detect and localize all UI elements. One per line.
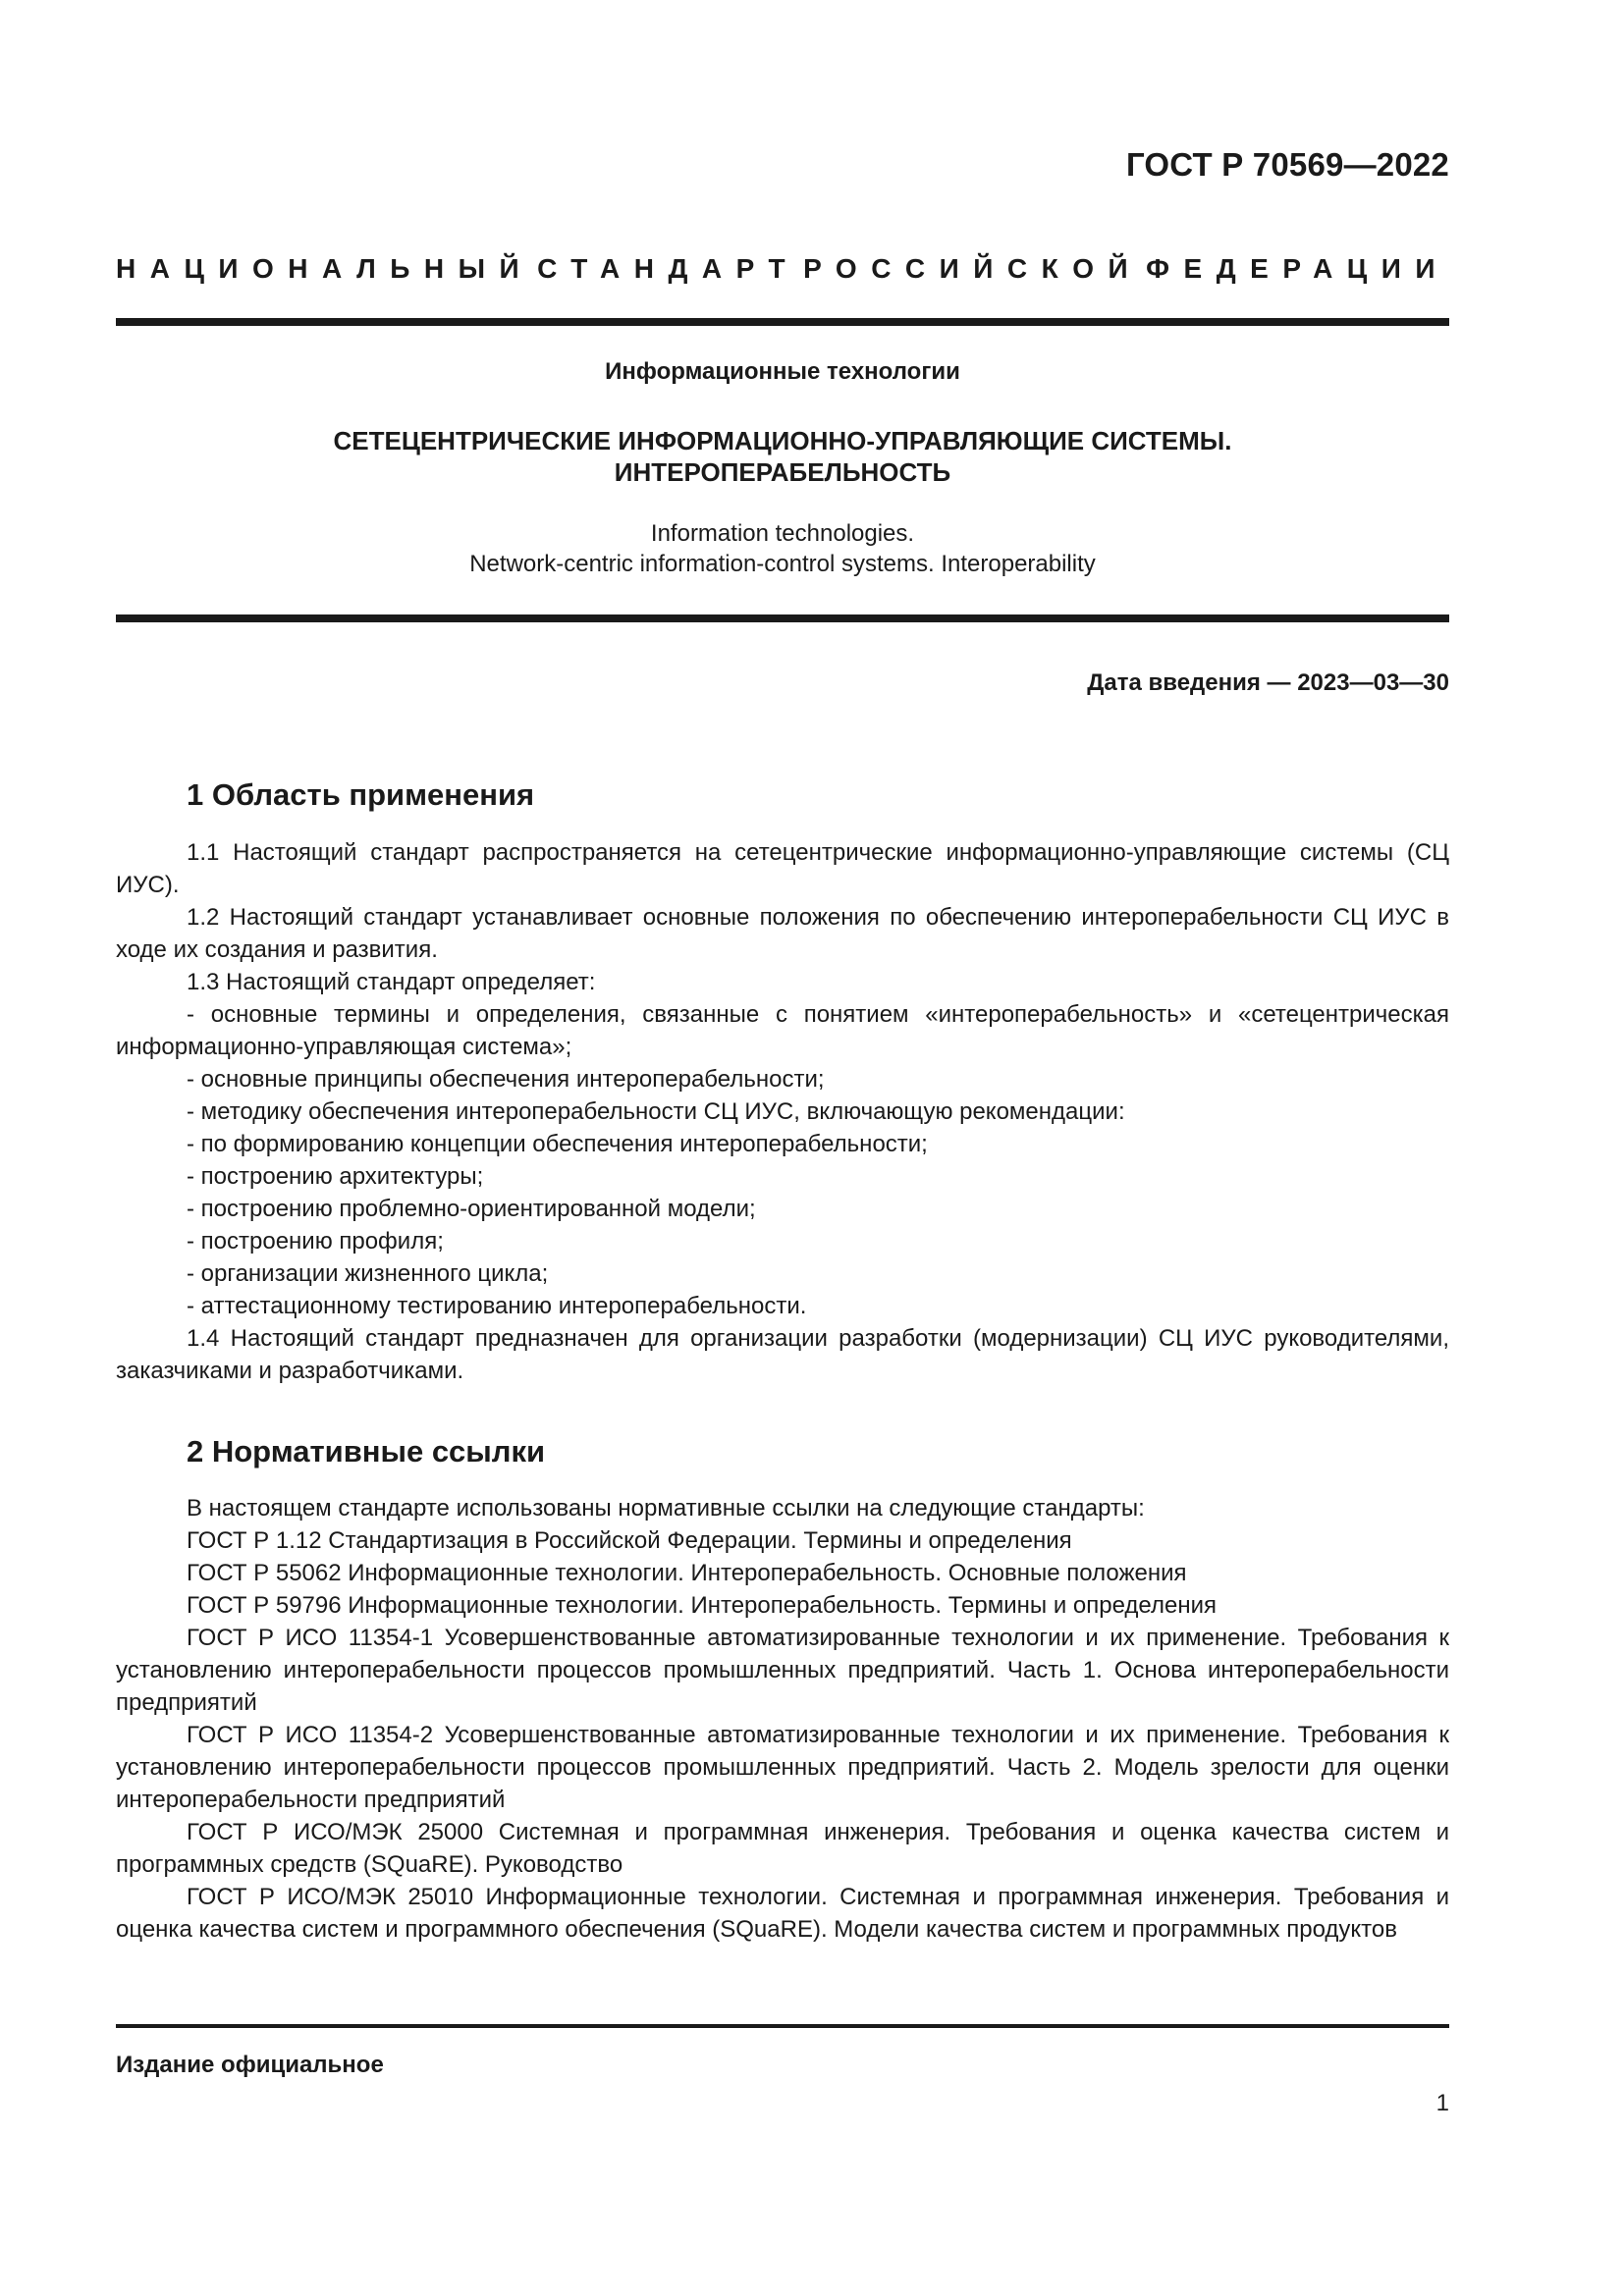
national-title-word: НАЦИОНАЛЬНЫЙ bbox=[116, 253, 534, 284]
section-2-heading: 2 Нормативные ссылки bbox=[187, 1434, 546, 1468]
national-title-word: ФЕДЕРАЦИИ bbox=[1146, 253, 1449, 284]
standard-title-line-2: ИНТЕРОПЕРАБЕЛЬНОСТЬ bbox=[614, 457, 951, 487]
paragraph-1-1: 1.1 Настоящий стандарт распространяется на сетецентрические информационно-управляющие системы (СЦ ИУС). bbox=[116, 839, 1449, 898]
list-item: - организации жизненного цикла; bbox=[187, 1260, 549, 1287]
edition-note: Издание официальное bbox=[116, 2052, 384, 2078]
reference-item: ГОСТ Р ИСО 11354-2 Усовершенствованные автоматизированные технологии и их применение. Требования к установлению интероперабельности процессов промышленных предприятий. Часть 2. Модель зрелости для оценки интероперабельности предприятий bbox=[116, 1722, 1449, 1813]
national-title-word: СТАНДАРТ bbox=[537, 253, 800, 284]
paragraph-1-3: 1.3 Настоящий стандарт определяет: bbox=[187, 969, 596, 995]
introduction-date: Дата введения — 2023—03—30 bbox=[1087, 669, 1449, 696]
list-item: - основные термины и определения, связанные с понятием «интероперабельность» и «сетецентрическая информационно-управляющая система»; bbox=[116, 1001, 1449, 1060]
title-divider bbox=[116, 614, 1449, 622]
english-title-line-1: Information technologies. bbox=[650, 520, 915, 547]
document-page bbox=[116, 0, 1449, 2296]
english-title bbox=[116, 518, 1449, 579]
section-1-heading: 1 Область применения bbox=[187, 777, 535, 812]
paragraph-1-4: 1.4 Настоящий стандарт предназначен для организации разработки (модернизации) СЦ ИУС руководителями, заказчиками и разработчиками. bbox=[116, 1325, 1449, 1384]
standard-title-line-1: СЕТЕЦЕНТРИЧЕСКИЕ ИНФОРМАЦИОННО-УПРАВЛЯЮЩИЕ СИСТЕМЫ. bbox=[333, 426, 1232, 455]
english-title-line-2: Network-centric information-control systems. Interoperability bbox=[469, 551, 1096, 577]
reference-item: ГОСТ Р ИСО/МЭК 25010 Информационные технологии. Системная и программная инженерия. Требования и оценка качества систем и программного обеспечения (SQuaRE). Модели качества систем и программных продуктов bbox=[116, 1884, 1449, 1943]
top-divider bbox=[116, 318, 1449, 326]
list-item: - построению архитектуры; bbox=[187, 1163, 484, 1190]
reference-item: ГОСТ Р 55062 Информационные технологии. Интероперабельность. Основные положения bbox=[187, 1560, 1187, 1586]
national-standard-title bbox=[116, 253, 1449, 285]
section-2-body bbox=[116, 1492, 1449, 1946]
reference-item: ГОСТ Р ИСО 11354-1 Усовершенствованные автоматизированные технологии и их применение. Требования к установлению интероперабельности процессов промышленных предприятий. Часть 1. Основа интероперабельности предприятий bbox=[116, 1625, 1449, 1716]
references-intro: В настоящем стандарте использованы нормативные ссылки на следующие стандарты: bbox=[187, 1495, 1145, 1522]
footer-divider bbox=[116, 2024, 1449, 2028]
list-item: - построению проблемно-ориентированной модели; bbox=[187, 1196, 756, 1222]
standard-category: Информационные технологии bbox=[605, 358, 960, 385]
national-title-word: РОССИЙСКОЙ bbox=[803, 253, 1143, 284]
paragraph-1-2: 1.2 Настоящий стандарт устанавливает основные положения по обеспечению интероперабельности СЦ ИУС в ходе их создания и развития. bbox=[116, 904, 1449, 963]
standard-title bbox=[116, 425, 1449, 488]
reference-item: ГОСТ Р ИСО/МЭК 25000 Системная и программная инженерия. Требования и оценка качества систем и программных средств (SQuaRE). Руководство bbox=[116, 1819, 1449, 1878]
page-number: 1 bbox=[1435, 2090, 1449, 2116]
list-item: - по формированию концепции обеспечения интероперабельности; bbox=[187, 1131, 928, 1157]
list-item: - основные принципы обеспечения интероперабельности; bbox=[187, 1066, 825, 1093]
list-item: - методику обеспечения интероперабельности СЦ ИУС, включающую рекомендации: bbox=[187, 1098, 1125, 1125]
reference-item: ГОСТ Р 59796 Информационные технологии. Интероперабельность. Термины и определения bbox=[187, 1592, 1217, 1619]
reference-item: ГОСТ Р 1.12 Стандартизация в Российской Федерации. Термины и определения bbox=[187, 1527, 1072, 1554]
document-number: ГОСТ Р 70569—2022 bbox=[1125, 146, 1449, 183]
list-item: - построению профиля; bbox=[187, 1228, 444, 1255]
list-item: - аттестационному тестированию интероперабельности. bbox=[187, 1293, 807, 1319]
section-1-body bbox=[116, 836, 1449, 1387]
